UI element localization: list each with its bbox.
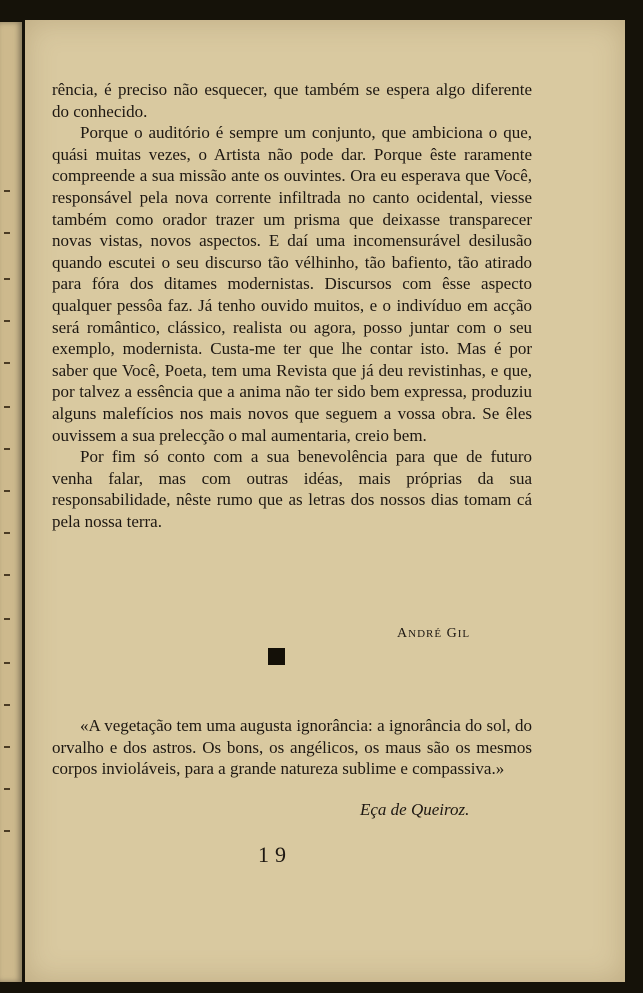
page-number: 19: [258, 842, 292, 867]
edge-mark: [4, 574, 10, 576]
edge-mark: [4, 320, 10, 322]
paragraph: Porque o auditório é sempre um conjunto, que ambiciona o que, quási muitas vezes, o Artista não pode dar. Porque êste raramente compreende a sua missão ante os ouvintes. Ora eu esperava que Você, responsável pela nova corrente infiltrada no canto ocidental, viesse também como orador trazer um prisma que deixasse transparecer novas vistas, novos aspectos. E daí uma incomensurável desilusão quando escutei o seu discurso tão vélhinho, tão bafiento, tão atirado para fóra dos ditames modernistas. Discursos com êsse aspecto qualquer pessôa faz. Já tenho ouvido muitos, e o indivíduo em acção será romântico, clássico, realista ou agora, posso juntar com o seu exemplo, modernista. Custa-me ter que lhe contar isto. Mas é por saber que Você, Poeta, tem uma Revista que já deu revistinhas, e que, por talvez a essência que a anima não ter sido bem expressa, produziu alguns malefícios nos mais novos que seguem a vossa obra. Se êles ouvissem a sua prelecção o mal aumentaria, creio bem.: [52, 123, 532, 445]
book-page: [25, 20, 625, 982]
letter-body: [52, 79, 532, 532]
edge-mark: [4, 448, 10, 450]
edge-mark: [4, 746, 10, 748]
edge-mark: [4, 490, 10, 492]
paragraph: Por fim só conto com a sua benevolência para que de futuro venha falar, mas com outras idéas, mais próprias da sua responsabilidade, nêste rumo que as letras dos nossos dias tomam cá pela nossa terra.: [52, 447, 532, 531]
epigraph-quote: «A vegetação tem uma augusta ignorância: a ignorância do sol, do orvalho e dos astros. Os bons, os angélicos, os maus são os mesmos corpos invioláveis, para a grande natureza sublime e compassiva.»: [52, 716, 532, 779]
edge-mark: [4, 618, 10, 620]
edge-mark: [4, 788, 10, 790]
edge-mark: [4, 278, 10, 280]
signature-initial: G: [446, 626, 458, 641]
edge-mark: [4, 406, 10, 408]
signature-small-caps: NDRÉ: [408, 628, 443, 640]
quote-author: Eça de Queiroz.: [360, 800, 470, 819]
edge-mark: [4, 362, 10, 364]
edge-mark: [4, 532, 10, 534]
section-divider-square: [268, 648, 285, 665]
facing-page-edge: [0, 22, 22, 982]
edge-mark: [4, 232, 10, 234]
paragraph-continuation: rência, é preciso não esquecer, que também se espera algo diferente do conhecido.: [52, 80, 532, 121]
edge-mark: [4, 662, 10, 664]
signature-initial: A: [397, 626, 409, 641]
signature-andre-gil: [397, 626, 470, 642]
edge-mark: [4, 830, 10, 832]
edge-mark: [4, 704, 10, 706]
signature-small-caps: IL: [457, 628, 471, 640]
edge-mark: [4, 190, 10, 192]
